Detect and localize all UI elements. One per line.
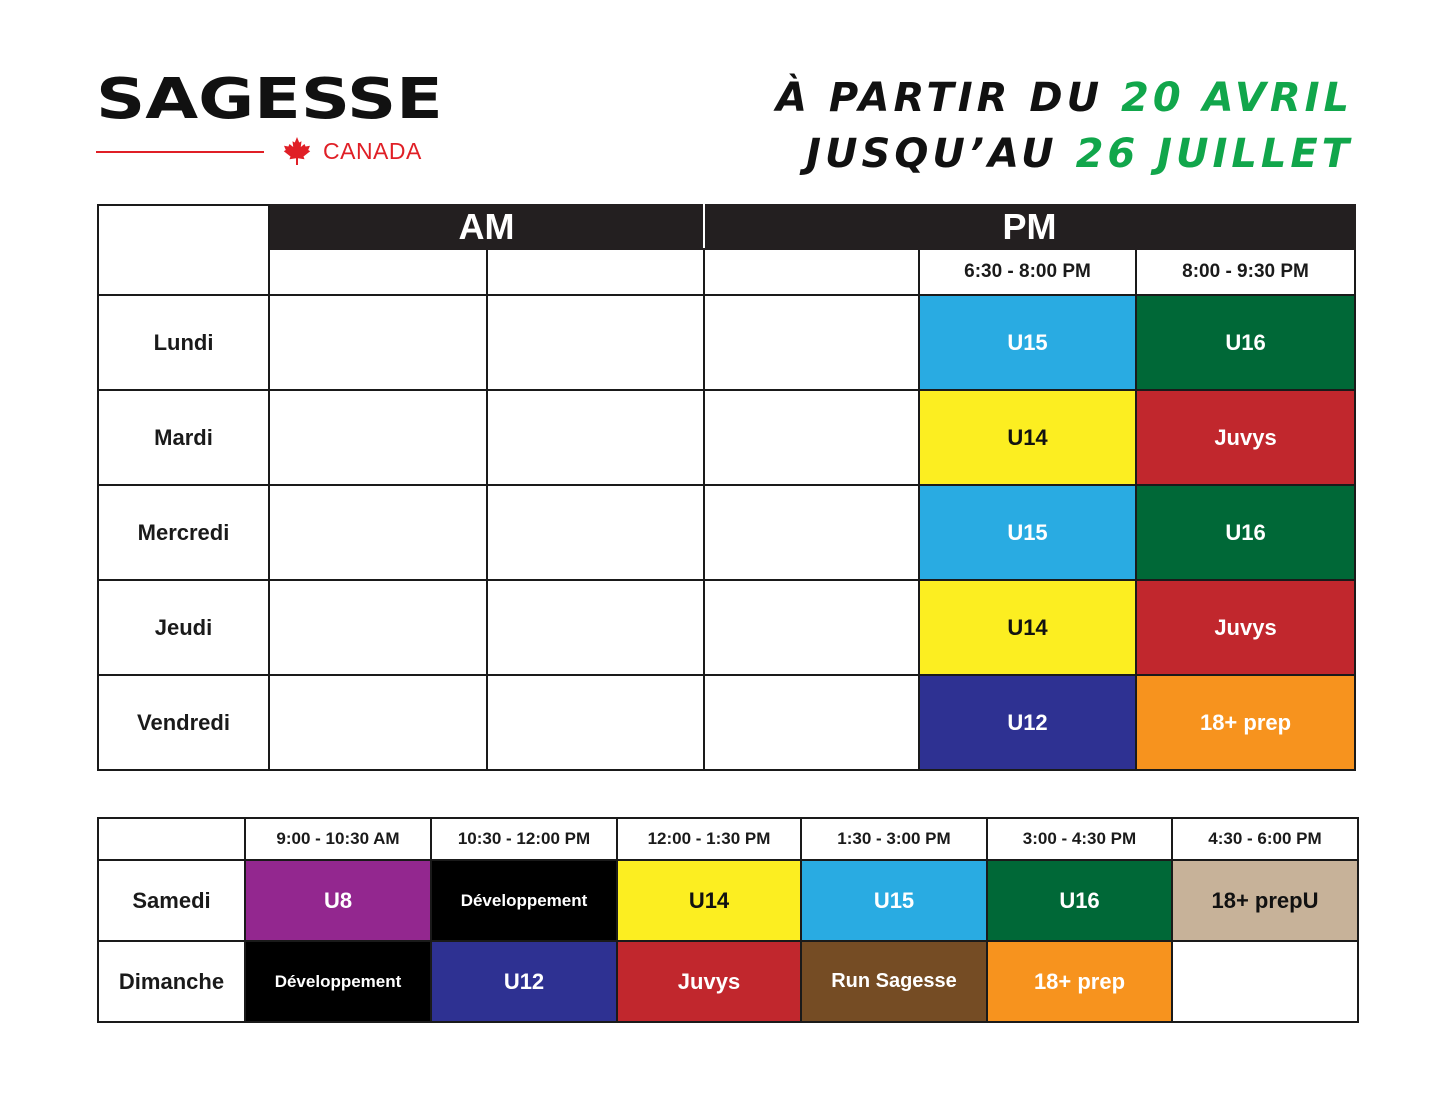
time-slot-header: 12:00 - 1:30 PM bbox=[617, 818, 801, 860]
time-slot-header: 8:00 - 9:30 PM bbox=[1136, 249, 1355, 295]
date-end-line bbox=[776, 126, 1353, 182]
time-slot-header: 6:30 - 8:00 PM bbox=[919, 249, 1136, 295]
session-cell bbox=[487, 390, 704, 485]
session-cell bbox=[487, 485, 704, 580]
session-cell: Juvys bbox=[1136, 390, 1355, 485]
session-cell: U12 bbox=[919, 675, 1136, 770]
session-cell bbox=[269, 485, 487, 580]
weekly-body bbox=[98, 295, 1355, 770]
session-cell bbox=[269, 390, 487, 485]
weekend-slot-header-row bbox=[98, 818, 1358, 860]
weekend-corner-cell bbox=[98, 818, 245, 860]
session-cell: U14 bbox=[617, 860, 801, 941]
time-slot-header: 10:30 - 12:00 PM bbox=[431, 818, 617, 860]
date-start-line bbox=[776, 70, 1353, 126]
day-label: Jeudi bbox=[98, 580, 269, 675]
weekday-row bbox=[98, 390, 1355, 485]
session-cell bbox=[269, 580, 487, 675]
brand-name: SAGESSE bbox=[96, 67, 443, 132]
session-cell: Run Sagesse bbox=[801, 941, 987, 1022]
session-cell: U15 bbox=[919, 485, 1136, 580]
session-cell bbox=[704, 295, 919, 390]
session-cell: U15 bbox=[801, 860, 987, 941]
session-cell: U16 bbox=[1136, 485, 1355, 580]
session-cell bbox=[704, 390, 919, 485]
weekday-row bbox=[98, 580, 1355, 675]
session-cell: 18+ prep bbox=[987, 941, 1172, 1022]
day-label: Samedi bbox=[98, 860, 245, 941]
session-cell: U14 bbox=[919, 580, 1136, 675]
weekday-row bbox=[98, 295, 1355, 390]
time-slot-header bbox=[269, 249, 487, 295]
session-cell bbox=[704, 485, 919, 580]
time-slot-header: 4:30 - 6:00 PM bbox=[1172, 818, 1358, 860]
time-slot-header: 3:00 - 4:30 PM bbox=[987, 818, 1172, 860]
session-cell: Développement bbox=[245, 941, 431, 1022]
date-start: 20 AVRIL bbox=[1121, 75, 1353, 121]
weekday-row bbox=[98, 485, 1355, 580]
weekend-schedule-table bbox=[97, 817, 1359, 1023]
weekly-slot-header-row bbox=[98, 249, 1355, 295]
session-cell: Juvys bbox=[1136, 580, 1355, 675]
am-header: AM bbox=[269, 205, 704, 249]
date-range bbox=[776, 70, 1353, 182]
session-cell bbox=[269, 675, 487, 770]
session-cell: U12 bbox=[431, 941, 617, 1022]
session-cell bbox=[1172, 941, 1358, 1022]
session-cell: 18+ prepU bbox=[1172, 860, 1358, 941]
session-cell bbox=[269, 295, 487, 390]
session-cell: U15 bbox=[919, 295, 1136, 390]
weekday-row bbox=[98, 675, 1355, 770]
time-slot-header bbox=[487, 249, 704, 295]
session-cell bbox=[487, 580, 704, 675]
weekly-schedule-table bbox=[97, 204, 1356, 771]
day-label: Lundi bbox=[98, 295, 269, 390]
time-slot-header bbox=[704, 249, 919, 295]
weekly-corner-cell bbox=[98, 205, 269, 295]
weekend-day-row bbox=[98, 860, 1358, 941]
brand-logo bbox=[96, 67, 446, 166]
session-cell: U16 bbox=[987, 860, 1172, 941]
day-label: Vendredi bbox=[98, 675, 269, 770]
maple-leaf-icon bbox=[282, 136, 312, 166]
session-cell: U16 bbox=[1136, 295, 1355, 390]
session-cell: 18+ prep bbox=[1136, 675, 1355, 770]
pm-header: PM bbox=[704, 205, 1355, 249]
session-cell bbox=[487, 295, 704, 390]
brand-subline bbox=[96, 136, 446, 166]
session-cell: U8 bbox=[245, 860, 431, 941]
time-slot-header: 9:00 - 10:30 AM bbox=[245, 818, 431, 860]
session-cell bbox=[704, 580, 919, 675]
weekend-day-row bbox=[98, 941, 1358, 1022]
session-cell: Juvys bbox=[617, 941, 801, 1022]
session-cell: Développement bbox=[431, 860, 617, 941]
day-label: Mercredi bbox=[98, 485, 269, 580]
day-label: Mardi bbox=[98, 390, 269, 485]
time-slot-header: 1:30 - 3:00 PM bbox=[801, 818, 987, 860]
session-cell bbox=[487, 675, 704, 770]
date-start-prefix: À PARTIR DU bbox=[776, 75, 1104, 121]
brand-divider-line bbox=[96, 151, 264, 153]
day-label: Dimanche bbox=[98, 941, 245, 1022]
session-cell: U14 bbox=[919, 390, 1136, 485]
date-end-prefix: JUSQU’AU bbox=[806, 131, 1058, 177]
session-cell bbox=[704, 675, 919, 770]
brand-country: CANADA bbox=[323, 138, 422, 164]
date-end: 26 JUILLET bbox=[1075, 131, 1353, 177]
weekly-period-header-row bbox=[98, 205, 1355, 249]
